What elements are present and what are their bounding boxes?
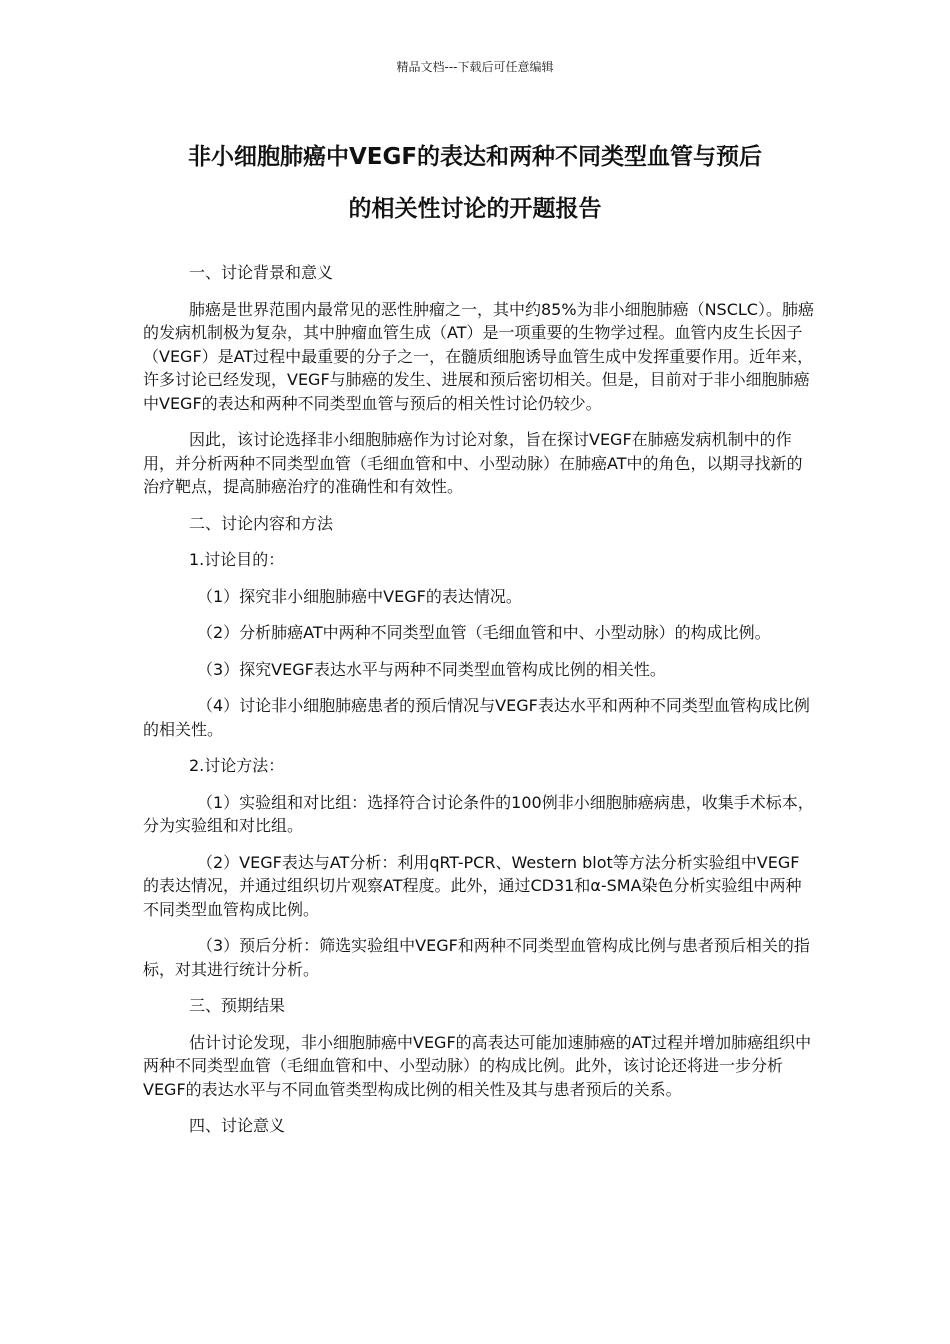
goal-item-4: （4）讨论非小细胞肺癌患者的预后情况与VEGF表达水平和两种不同类型血管构成比例的相关性。 [143, 696, 810, 739]
goals-title: 1.讨论目的： [189, 550, 285, 569]
section-1-paragraph-2: 因此，该讨论选择非小细胞肺癌作为讨论对象，旨在探讨VEGF在肺癌发病机制中的作用，并分析两种不同类型血管（毛细血管和中、小型动脉）在肺癌AT中的角色，以期寻找新的治疗靶点，提高肺癌治疗的准确性和有效性。 [143, 430, 803, 496]
goal-item-3: （3）探究VEGF表达水平与两种不同类型血管构成比例的相关性。 [197, 659, 666, 679]
section-3-heading: 三、预期结果 [189, 996, 286, 1015]
section-2-heading: 二、讨论内容和方法 [189, 513, 334, 533]
methods-title: 2.讨论方法： [189, 756, 285, 775]
goal-item-1: （1）探究非小细胞肺癌中VEGF的表达情况。 [197, 586, 522, 606]
goal-item-2: （2）分析肺癌AT中两种不同类型血管（毛细血管和中、小型动脉）的构成比例。 [197, 623, 771, 642]
method-item-2: （2）VEGF表达与AT分析：利用qRT-PCR、Western blot等方法分析实验组中VEGF的表达情况，并通过组织切片观察AT程度。此外，通过CD31和α-SMA染色分析实验组中两种不同类型血管构成比例。 [143, 852, 802, 919]
section-1-heading: 一、讨论背景和意义 [189, 263, 334, 282]
section-4-heading: 四、讨论意义 [189, 1116, 286, 1135]
document-title-line-2: 的相关性讨论的开题报告 [348, 196, 602, 222]
document-body [143, 261, 815, 1151]
page-header-note: 精品文档---下载后可任意编辑 [396, 60, 554, 74]
document-title-line-1: 非小细胞肺癌中VEGF的表达和两种不同类型血管与预后 [187, 144, 763, 170]
method-item-1: （1）实验组和对比组：选择符合讨论条件的100例非小细胞肺癌病患，收集手术标本，分为实验组和对比组。 [143, 792, 814, 835]
method-item-3: （3）预后分析：筛选实验组中VEGF和两种不同类型血管构成比例与患者预后相关的指标，对其进行统计分析。 [143, 936, 810, 979]
section-1-paragraph-1: 肺癌是世界范围内最常见的恶性肿瘤之一，其中约85%为非小细胞肺癌（NSCLC）。肺癌的发病机制极为复杂，其中肿瘤血管生成（AT）是一项重要的生物学过程。血管内皮生长因子（VEGF）是AT过程中最重要的分子之一，在髓质细胞诱导血管生成中发挥重要作用。近年来，许多讨论已经发现，VEGF与肺癌的发生、进展和预后密切相关。但是，目前对于非小细胞肺癌中VEGF的表达和两种不同类型血管与预后的相关性讨论仍较少。 [143, 299, 814, 413]
section-3-paragraph-1: 估计讨论发现，非小细胞肺癌中VEGF的高表达可能加速肺癌的AT过程并增加肺癌组织中两种不同类型血管（毛细血管和中、小型动脉）的构成比例。此外，该讨论还将进一步分析VEGF的表达水平与不同血管类型构成比例的相关性及其与患者预后的关系。 [143, 1032, 812, 1099]
